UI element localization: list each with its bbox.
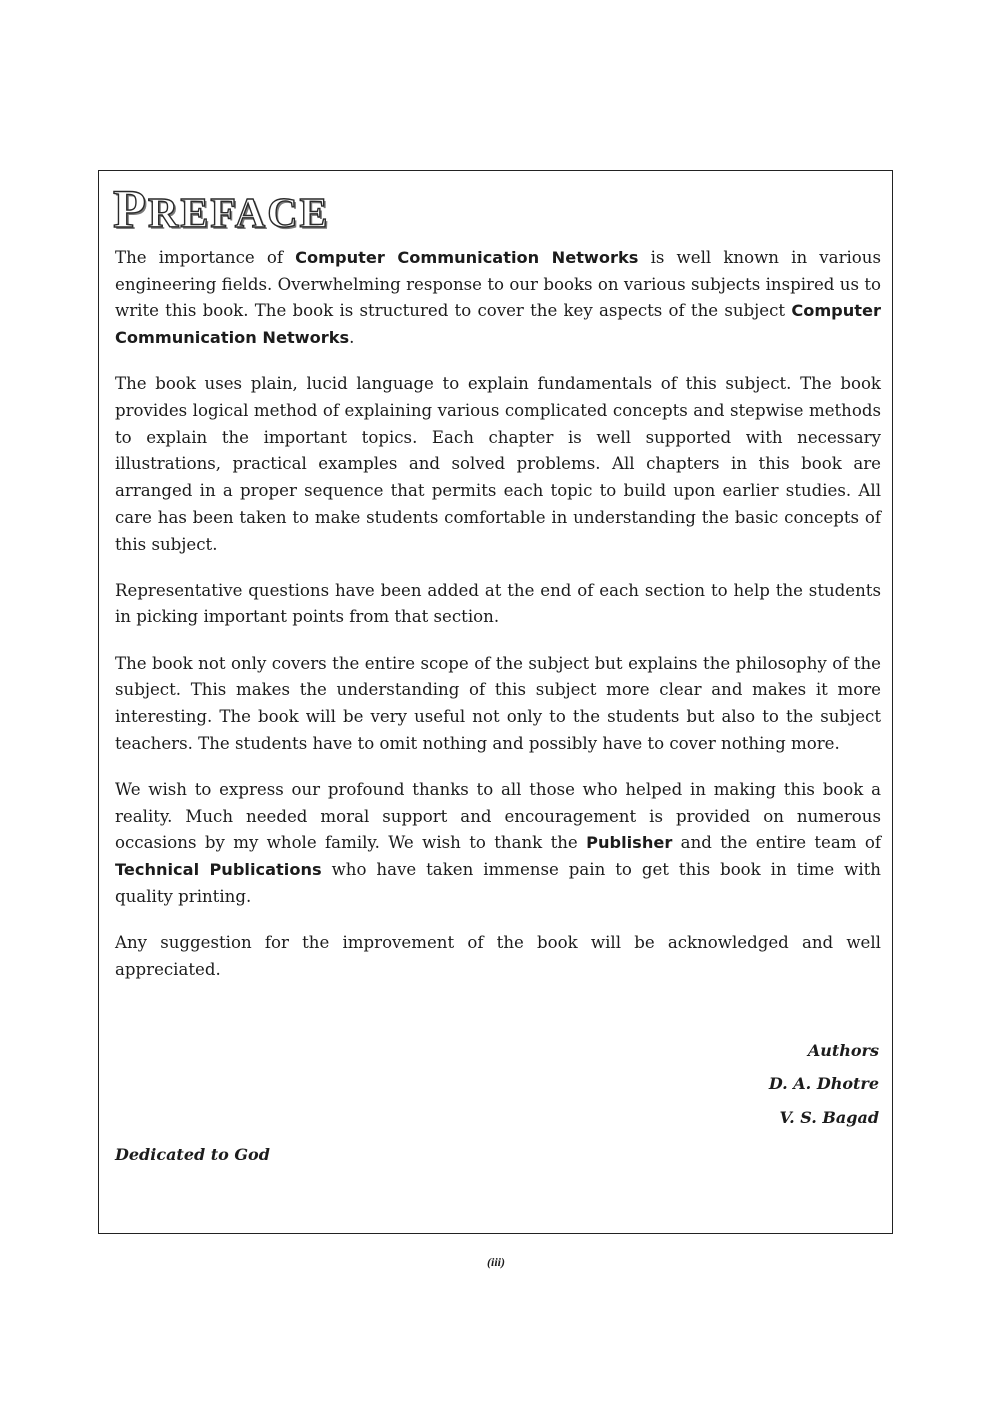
preface-body	[115, 245, 881, 1003]
paragraph-text: Representative questions have been added at the end of each section to help the students in picking important points from that section.	[115, 580, 881, 627]
bold-term: Publisher	[586, 833, 673, 853]
paragraph-text: and the entire team of	[672, 833, 881, 853]
title-rest: REFACE	[148, 191, 330, 237]
bold-term: Computer Communication Networks	[295, 248, 639, 267]
signature-label: Authors	[807, 1041, 879, 1060]
paragraph-text: The importance of	[115, 248, 296, 267]
bold-term: Technical Publications	[115, 860, 322, 880]
page-title	[113, 179, 330, 244]
preface-paragraph	[115, 578, 881, 631]
paragraph-text: The book uses plain, lucid language to explain fundamentals of this subject. The book provides logical method of explaining various complicated concepts and stepwise methods to explain the important topics. Each chapter is well supported with necessary illustrations, practical examples and solved problems. All chapters in this book are arranged in a proper sequence that permits each topic to build upon earlier studies. All care has been taken to make students comfortable in understanding the basic concepts of this subject.	[115, 374, 881, 554]
author-name-1: D. A. Dhotre	[768, 1074, 879, 1093]
dedication: Dedicated to God	[115, 1145, 270, 1164]
author-name-2: V. S. Bagad	[779, 1108, 879, 1127]
paragraph-text: is well known in various engineering fields. Overwhelming response to our books on various subjects inspired us to write this book. The book is structured to cover the key aspects of the subject	[115, 248, 882, 321]
paragraph-text: Any suggestion for the improvement of the book will be acknowledged and well appreciated.	[115, 932, 881, 979]
preface-frame	[98, 170, 893, 1234]
paragraph-text: The book not only covers the entire scope of the subject but explains the philosophy of the subject. This makes the understanding of this subject more clear and makes it more interesting. The book will be very useful not only to the students but also to the subject teachers. The students have to omit nothing and possibly have to cover nothing more.	[115, 653, 881, 753]
bold-term: Computer Communication Networks	[115, 301, 881, 348]
paragraph-text: .	[349, 328, 355, 348]
preface-paragraph	[115, 245, 881, 352]
paragraph-text: We wish to express our profound thanks to all those who helped in making this book a reality. Much needed moral support and encouragement is provided on numerous occasions by my whole family. We wish to thank the	[115, 779, 881, 853]
preface-paragraph	[115, 371, 881, 558]
preface-paragraph	[115, 777, 881, 911]
page-number: (iii)	[487, 1255, 505, 1269]
paragraph-text: who have taken immense pain to get this book in time with quality printing.	[115, 860, 881, 906]
preface-paragraph	[115, 930, 881, 983]
title-initial: P	[113, 179, 148, 239]
preface-paragraph	[115, 651, 881, 758]
